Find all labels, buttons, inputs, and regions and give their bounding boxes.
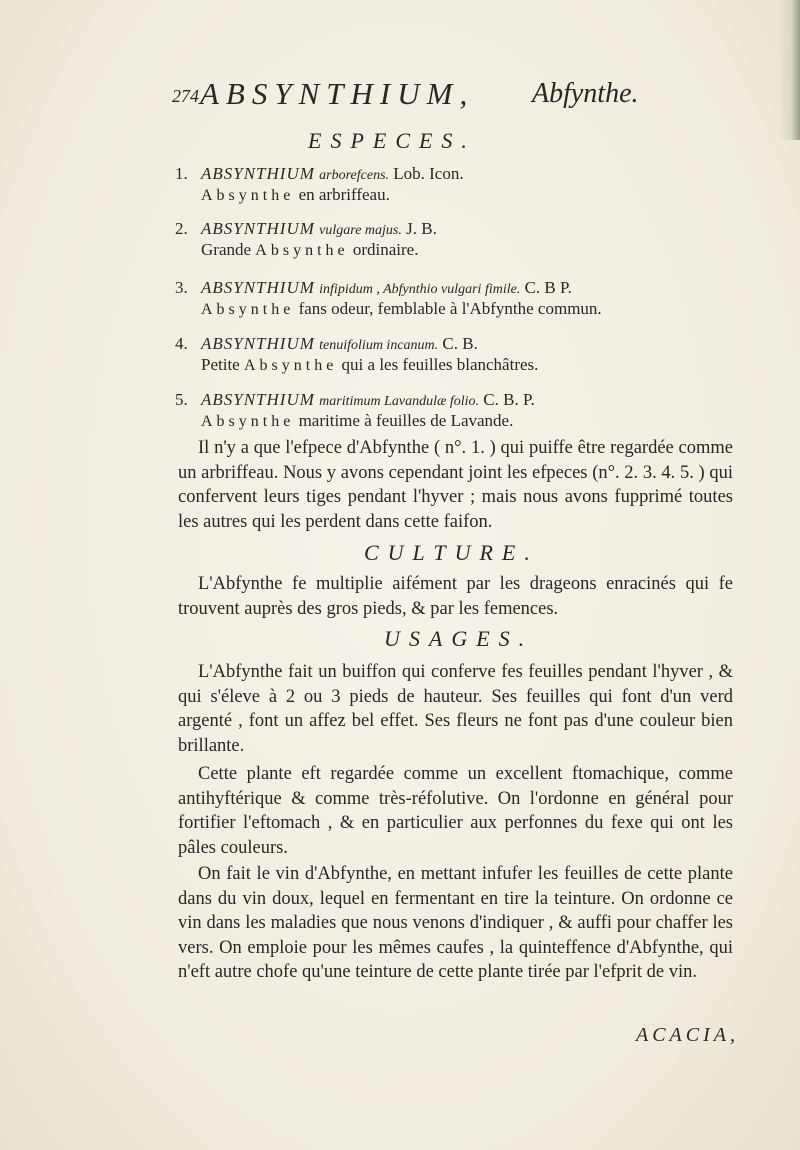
catchword: ACACIA, [636,1024,739,1046]
entry-number: 4. [175,334,188,353]
latin-name: ABSYNTHIUM [201,278,315,297]
page-edge-stain [778,0,800,140]
species-entry-5 [175,390,735,431]
french-description: ordinaire. [352,240,419,259]
latin-epithet: tenuifolium incanum. [319,338,439,353]
entry-number: 3. [175,278,188,297]
latin-epithet: arborefcens. [319,168,390,183]
running-head [172,76,732,116]
french-description: maritime à feuilles de Lavande. [298,411,514,430]
species-entry-1 [175,164,735,205]
heading-especes: ESPECES. [308,128,476,153]
entry-number: 1. [175,164,188,183]
species-entry-4 [175,334,735,375]
latin-name: ABSYNTHIUM [201,334,315,353]
french-name: Absynthe [201,413,295,430]
latin-epithet: vulgare majus. [319,223,402,238]
heading-culture: CULTURE. [364,540,539,565]
culture-paragraph: L'Abfynthe fe multiplie aifément par les drageons enracinés qui fe trouvent auprès des gros pieds, & par les femences. [178,574,733,619]
authority: C. B. [442,334,478,353]
french-description: qui a les feuilles blanchâtres. [341,355,539,374]
page-number: 274 [172,86,199,106]
entry-number: 5. [175,390,188,409]
running-title: ABSYNTHIUM, [200,76,475,111]
latin-epithet: maritimum Lavandulæ folio. [319,394,480,409]
entry-number: 2. [175,219,188,238]
latin-name: ABSYNTHIUM [201,390,315,409]
french-name: Absynthe [255,242,349,259]
species-entry-3 [175,278,735,319]
usages-paragraph-1: L'Abfynthe fait un buiffon qui conferve fes feuilles pendant l'hyver , & qui s'éleve à 2 ou 3 pieds de hauteur. Ses feuilles qui font d'un verd argenté , font un affez bel effet. Ses fleurs ne font pas d'une couleur bien brillante. [178,662,733,756]
authority: C. B P. [524,278,572,297]
authority: J. B. [406,219,437,238]
french-name: Absynthe [201,301,295,318]
authority: Lob. Icon. [393,164,464,183]
especes-paragraph: Il n'y a que l'efpece d'Abfynthe ( n°. 1. ) qui puiffe être regardée comme un arbriffeau. Nous y avons cependant joint les efpeces (n°. 2. 3. 4. 5. ) qui confervent leurs tiges pendant l'hyver ; mais nous avons fupprimé toutes les autres qui les perdent dans cette faifon. [178,438,733,532]
latin-name: ABSYNTHIUM [201,164,315,183]
running-subtitle: Abfynthe. [532,78,639,109]
heading-usages: USAGES. [384,626,534,651]
species-entry-2 [175,219,735,260]
latin-epithet: infipidum , Abfynthio vulgari fimile. [319,282,521,297]
usages-paragraph-2: Cette plante eft regardée comme un excellent ftomachique, comme antihyftérique & comme très-réfolutive. On l'ordonne en général pour fortifier l'eftomach , & en particulier aux perfonnes du fexe qui ont les pâles couleurs. [178,764,733,858]
french-description: fans odeur, femblable à l'Abfynthe commun. [298,299,602,318]
french-name: Absynthe [201,187,295,204]
french-description: en arbriffeau. [298,185,390,204]
french-name: Absynthe [243,357,338,374]
authority: C. B. P. [483,390,535,409]
french-prefix: Grande [201,240,252,259]
latin-name: ABSYNTHIUM [201,219,315,238]
french-prefix: Petite [201,355,240,374]
usages-paragraph-3: On fait le vin d'Abfynthe, en mettant infufer les feuilles de cette plante dans du vin doux, lequel en fermentant en tire la teinture. On ordonne ce vin dans les maladies que nous venons d'indiquer , & auffi pour chaffer les vers. On emploie pour les mêmes caufes , la quinteffence d'Abfynthe, qui n'eft autre chofe qu'une teinture de cette plante tirée par l'efprit de vin. [178,864,733,982]
